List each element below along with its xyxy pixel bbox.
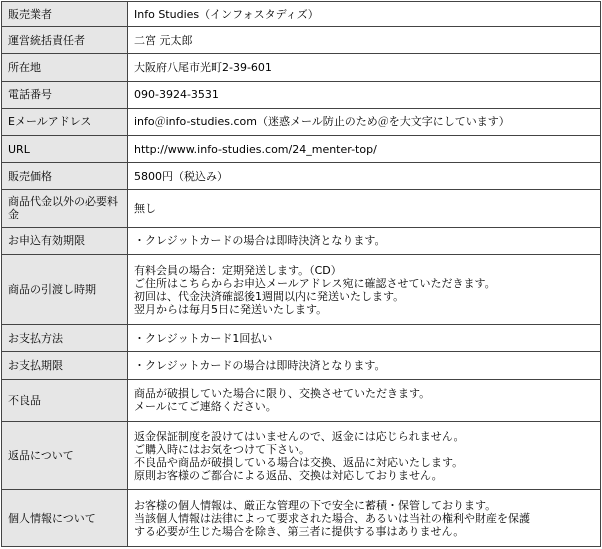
table-row	[2, 325, 601, 352]
table-row	[2, 2, 601, 27]
row-value-privacy: お客様の個人情報は、厳正な管理の下で安全に蓄積・保管しております。 当該個人情報は法律によって要求された場合、あるいは当社の権利や財産を保護 する必要が生じた場合を除き、第三者に提供する事はありません。	[128, 490, 601, 547]
row-label-manager: 運営統括責任者	[2, 27, 128, 54]
row-label-email: Eメールアドレス	[2, 108, 128, 135]
row-label-address: 所在地	[2, 54, 128, 81]
row-label-payment-deadline: お支払期限	[2, 352, 128, 379]
table-row	[2, 379, 601, 421]
row-label-phone: 電話番号	[2, 81, 128, 108]
row-value-phone: 090-3924-3531	[128, 81, 601, 108]
row-value-returns: 返金保証制度を設けてはいませんので、返金には応じられません。 ご購入時にはお気をつけて下さい。 不良品や商品が破損している場合は交換、返品に対応いたします。 原則お客様のご都合による返品、交換は対応しておりません。	[128, 421, 601, 490]
row-label-returns: 返品について	[2, 421, 128, 490]
row-label-url: URL	[2, 135, 128, 162]
row-value-email: info＠info-studies.com（迷惑メール防止のため＠を大文字にしています）	[128, 108, 601, 135]
table-row	[2, 108, 601, 135]
row-value-payment-method: ・クレジットカード1回払い	[128, 325, 601, 352]
row-label-order-deadline: お申込有効期限	[2, 227, 128, 254]
row-value-defective: 商品が破損していた場合に限り、交換させていただきます。 メールにてご連絡ください。	[128, 379, 601, 421]
row-value-manager: 二宮 元太郎	[128, 27, 601, 54]
row-value-price: 5800円（税込み）	[128, 163, 601, 190]
table-row	[2, 421, 601, 490]
table-row	[2, 163, 601, 190]
row-label-defective: 不良品	[2, 379, 128, 421]
row-value-order-deadline: ・クレジットカードの場合は即時決済となります。	[128, 227, 601, 254]
row-label-extra-fees: 商品代金以外の必要料金	[2, 190, 128, 227]
legal-info-table	[1, 1, 601, 547]
table-row	[2, 135, 601, 162]
table-row	[2, 81, 601, 108]
row-value-url: http://www.info-studies.com/24_menter-top/	[128, 135, 601, 162]
row-value-extra-fees: 無し	[128, 190, 601, 227]
table-row	[2, 352, 601, 379]
row-value-seller: Info Studies（インフォスタディズ）	[128, 2, 601, 27]
table-row	[2, 490, 601, 547]
row-label-privacy: 個人情報について	[2, 490, 128, 547]
row-value-address: 大阪府八尾市光町2-39-601	[128, 54, 601, 81]
table-row	[2, 54, 601, 81]
row-label-delivery: 商品の引渡し時期	[2, 254, 128, 325]
table-row	[2, 27, 601, 54]
row-label-payment-method: お支払方法	[2, 325, 128, 352]
table-row	[2, 254, 601, 325]
table-row	[2, 227, 601, 254]
row-label-price: 販売価格	[2, 163, 128, 190]
table-row	[2, 190, 601, 227]
row-value-payment-deadline: ・クレジットカードの場合は即時決済となります。	[128, 352, 601, 379]
row-value-delivery: 有料会員の場合：定期発送します。（CD） ご住所はこちらからお申込メールアドレス宛に確認させていただきます。 初回は、代金決済確認後1週間以内に発送いたします。 翌月からは毎月5日に発送いたします。	[128, 254, 601, 325]
row-label-seller: 販売業者	[2, 2, 128, 27]
